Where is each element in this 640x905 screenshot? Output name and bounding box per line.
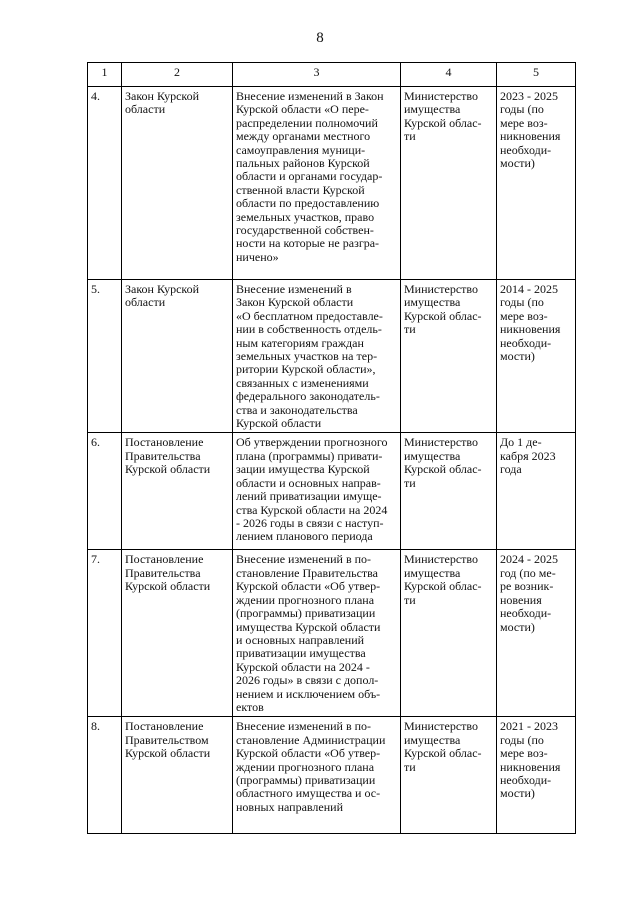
deadline: До 1 де- кабря 2023 года [497,433,576,550]
document-type: Постановление Правительства Курской области [122,550,233,717]
deadline: 2024 - 2025 год (по ме- ре возник- новения необходи- мости) [497,550,576,717]
document-type: Закон Курской области [122,280,233,433]
row-number: 6. [88,433,122,550]
header-col-4: 4 [401,63,497,87]
responsible-executor: Министерство имущества Курской облас- ти [401,550,497,717]
header-col-3: 3 [233,63,401,87]
table-row [88,433,576,550]
row-number: 7. [88,550,122,717]
measure-description: Внесение изменений в по- становление Правительства Курской области «Об утвер- ждении прогнозного плана (программы) приватизации имущества Курской области и основных направлений приватизации имущества Курской области на 2024 - 2026 годы» в связи с допол- нением и исключением объ- ектов [233,550,401,717]
document-type: Постановление Правительством Курской области [122,717,233,834]
measure-description: Внесение изменений в по- становление Администрации Курской области «Об утвер- ждении прогнозного плана (программы) приватизации областного имущества и ос- новных направлений [233,717,401,834]
measure-description: Внесение изменений в Закон Курской области «О пере-распределении полномочий между органами местного самоуправления муници-пальных районов Курской области и органами государ-ственной власти Курской области по предоставлению земельных участков, право государственной собствен-ности на которые не разгра-ничено» [233,87,401,280]
row-number: 8. [88,717,122,834]
responsible-executor: Министерство имущества Курской облас- ти [401,717,497,834]
measure-description: Об утверждении прогнозного плана (программы) привати- зации имущества Курской области и основных направ- лений приватизации имуще- ства Курской области на 2024 - 2026 годы в связи с наступ- лением планового периода [233,433,401,550]
header-col-1: 1 [88,63,122,87]
header-col-2: 2 [122,63,233,87]
table-row [88,87,576,280]
table-row [88,550,576,717]
row-number: 4. [88,87,122,280]
page-number: 8 [316,30,324,46]
table-header-row [88,63,576,87]
deadline: 2021 - 2023 годы (по мере воз- никновения необходи- мости) [497,717,576,834]
document-type: Постановление Правительства Курской области [122,433,233,550]
measure-description: Внесение изменений в Закон Курской области «О бесплатном предоставле- нии в собственность отдель- ным категориям граждан земельных участков на тер- ритории Курской области», связанных с изменениями федерального законодатель- ства и законодательства Курской области [233,280,401,433]
document-type: Закон Курской области [122,87,233,280]
row-number: 5. [88,280,122,433]
responsible-executor: Министерство имущества Курской облас- ти [401,433,497,550]
deadline: 2014 - 2025 годы (по мере воз- никновения необходи- мости) [497,280,576,433]
table-row [88,280,576,433]
table-row [88,717,576,834]
plan-table [87,62,576,834]
deadline: 2023 - 2025 годы (по мере воз- никновения необходи- мости) [497,87,576,280]
responsible-executor: Министерство имущества Курской облас- ти [401,280,497,433]
header-col-5: 5 [497,63,576,87]
responsible-executor: Министерство имущества Курской облас- ти [401,87,497,280]
